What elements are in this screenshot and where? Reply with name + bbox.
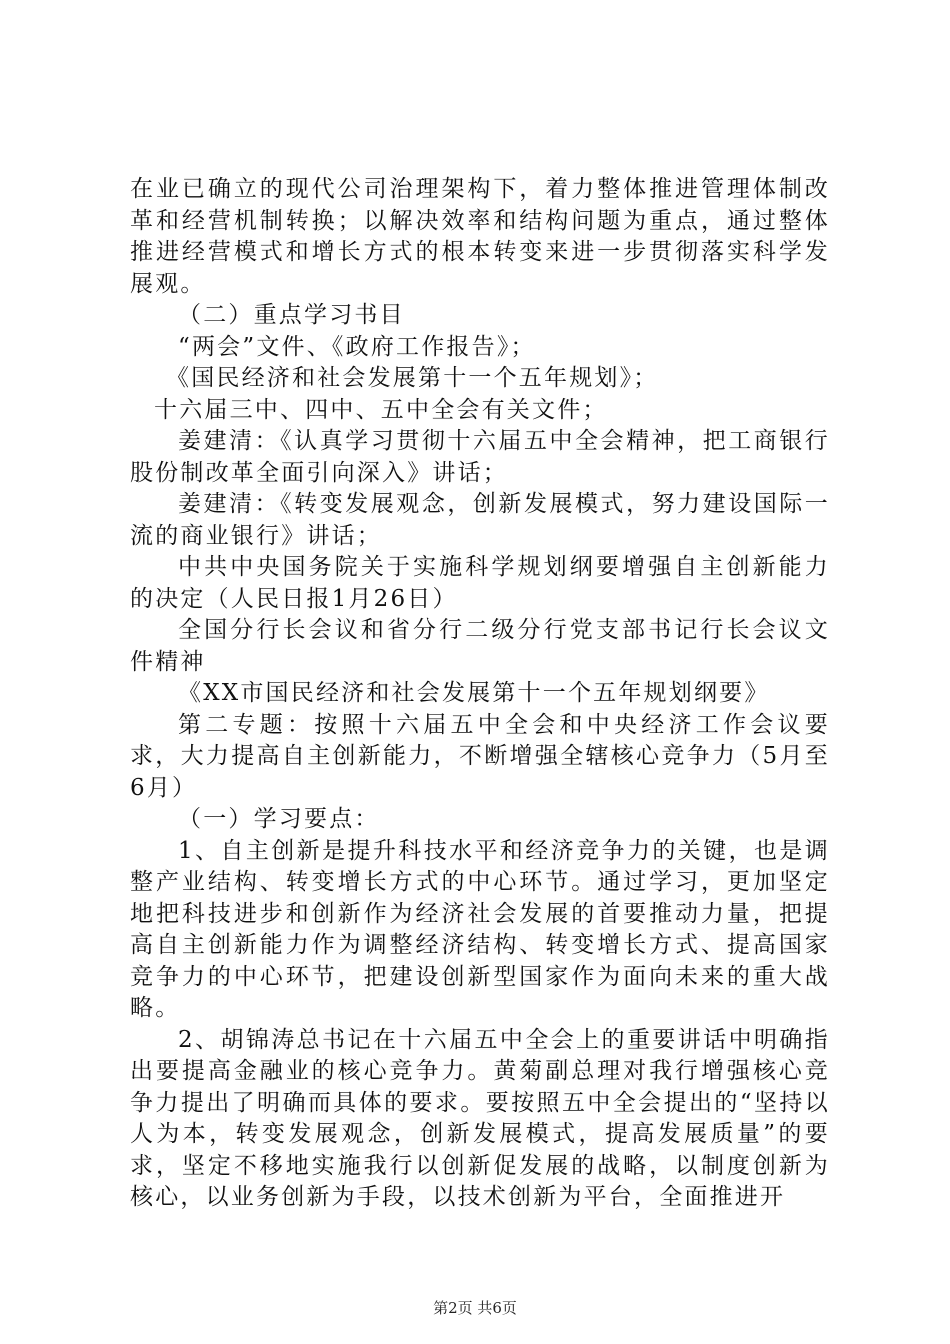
document-body: [130, 174, 830, 1214]
book-item-plenum-documents: 十六届三中、四中、五中全会有关文件；: [154, 396, 608, 423]
section-heading-key-books: （二）重点学习书目: [178, 302, 405, 328]
section-heading-study-points: （一）学习要点：: [178, 806, 380, 832]
book-item-innovation-decision: 中共中央国务院关于实施科学规划纲要增强自主创新能力的决定（人民日报1月26日）: [130, 554, 830, 612]
study-point-2: 2、胡锦涛总书记在十六届五中全会上的重要讲话中明确指出要提高金融业的核心竞争力。黄菊副总理对我行增强核心竞争力提出了明确而具体的要求。要按照五中全会提出的“坚持以人为本，转变发展观念，创新发展模式，提高发展质量”的要求，坚定不移地实施我行以创新促发展的战略，以制度创新为核心，以业务创新为手段，以技术创新为平台，全面推进开: [130, 1026, 830, 1210]
book-item-speech-development: 姜建清：《转变发展观念，创新发展模式，努力建设国际一流的商业银行》讲话；: [130, 491, 830, 549]
book-item-five-year-plan: 《国民经济和社会发展第十一个五年规划》；: [166, 365, 659, 391]
page-number-footer: 第2页 共6页: [433, 1299, 517, 1317]
book-item-city-plan: 《XX市国民经济和社会发展第十一个五年规划纲要》: [178, 680, 770, 706]
study-point-1: 1、自主创新是提升科技水平和经济竞争力的关键，也是调整产业结构、转变增长方式的中心环节。通过学习，更加坚定地把科技进步和创新作为经济社会发展的首要推动力量，把提高自主创新能力作为调整经济结构、转变增长方式、提高国家竞争力的中心环节，把建设创新型国家作为面向未来的重大战略。: [130, 837, 830, 1021]
book-item-two-sessions: “两会”文件、《政府工作报告》；: [178, 333, 536, 360]
book-item-branch-meeting: 全国分行长会议和省分行二级分行党支部书记行长会议文件精神: [130, 617, 830, 675]
topic-two-heading: 第二专题：按照十六届五中全会和中央经济工作会议要求，大力提高自主创新能力，不断增强全辖核心竞争力（5月至6月）: [130, 711, 830, 801]
paragraph-governance: 在业已确立的现代公司治理架构下，着力整体推进管理体制改革和经营机制转换；以解决效率和结构问题为重点，通过整体推进经营模式和增长方式的根本转变来进一步贯彻落实科学发展观。: [130, 176, 830, 297]
book-item-speech-reform: 姜建清：《认真学习贯彻十六届五中全会精神，把工商银行股份制改革全面引向深入》讲话；: [130, 428, 830, 486]
